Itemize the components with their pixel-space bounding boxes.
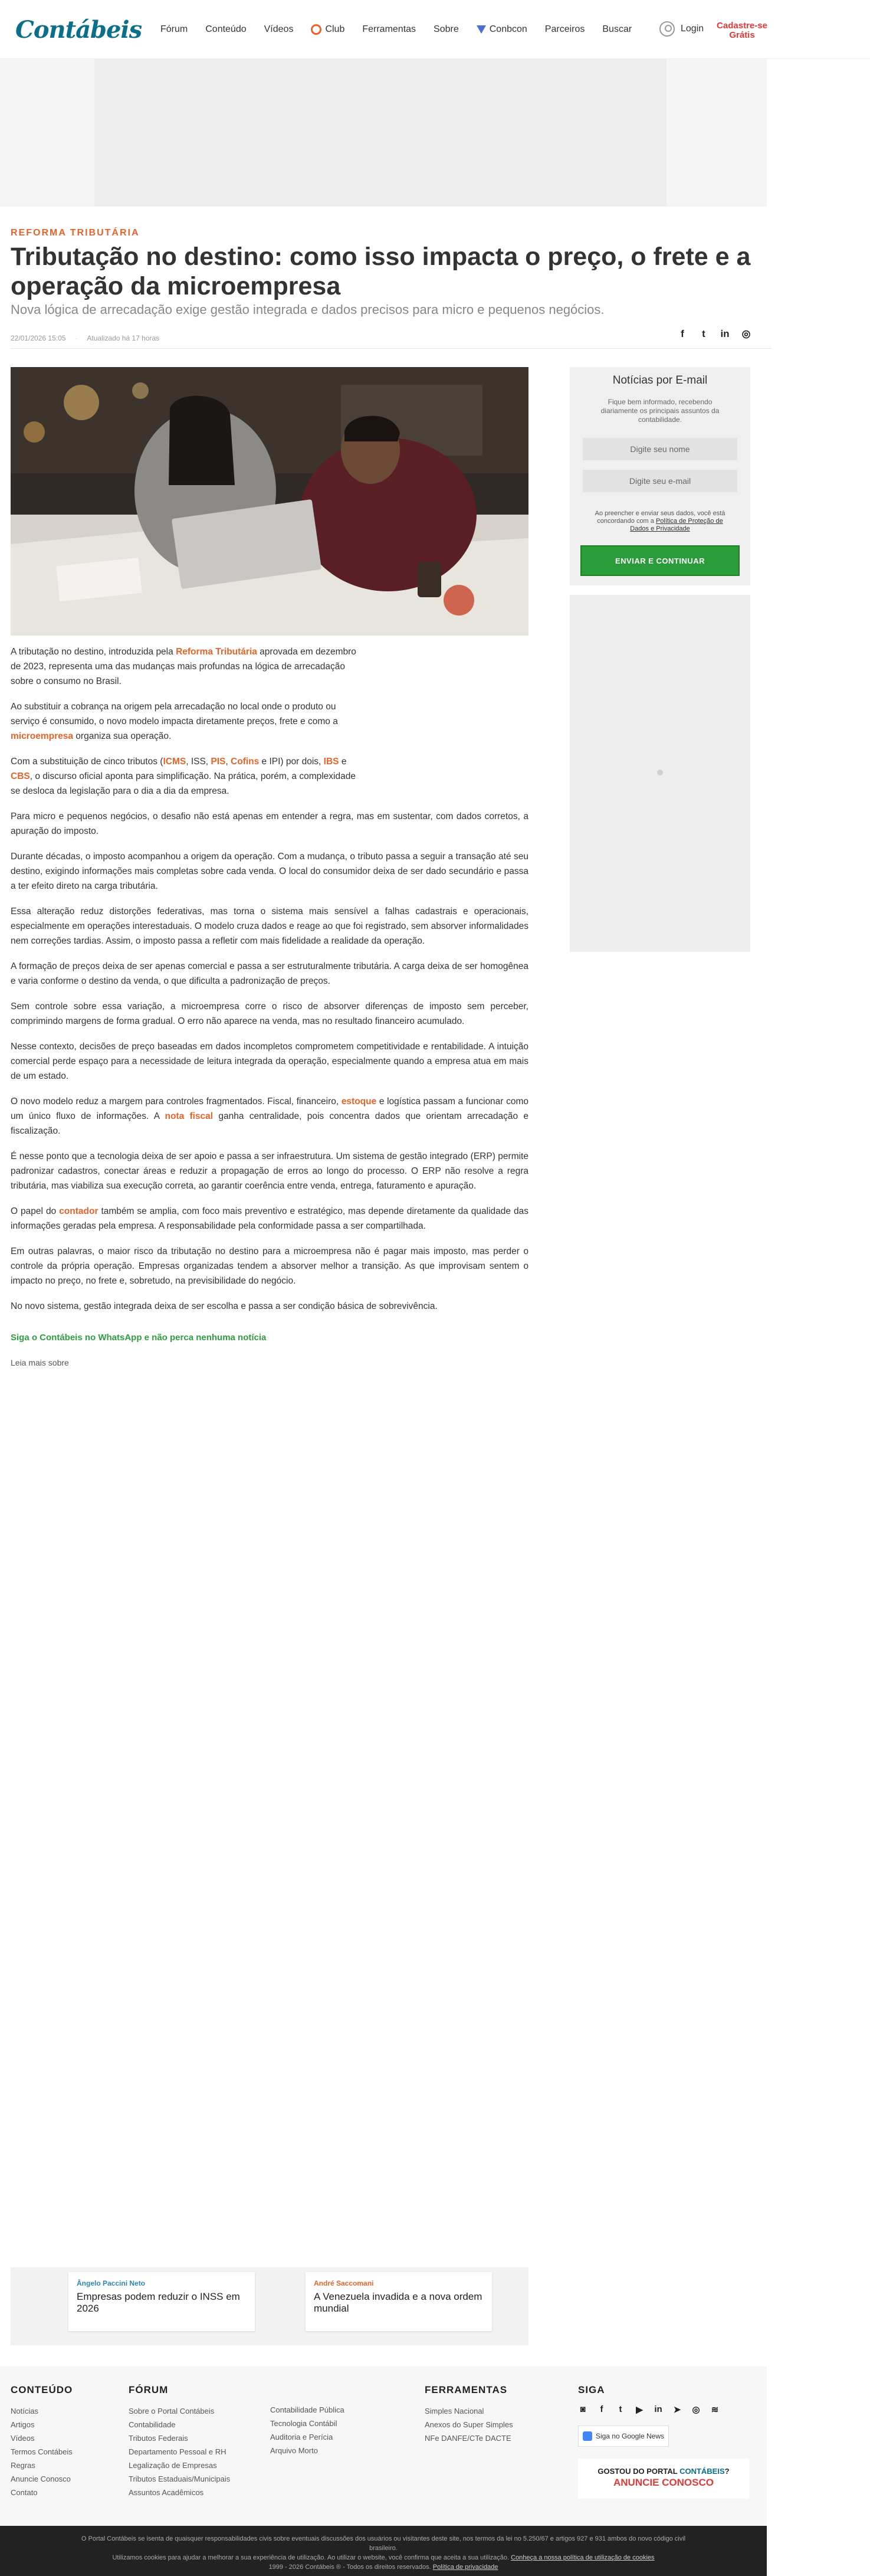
article-subtitle: Nova lógica de arrecadação exige gestão integrada e dados precisos para micro e pequenos negócios. (11, 302, 605, 317)
footer-link[interactable]: Arquivo Morto (270, 2446, 318, 2455)
nav-label: Parceiros (544, 24, 585, 34)
share-bar (677, 328, 751, 340)
footer-link[interactable]: Anuncie Conosco (11, 2474, 71, 2483)
signup-line2: Grátis (729, 30, 755, 40)
meta-separator: · (75, 334, 78, 342)
article-body (11, 644, 528, 1381)
link-estoque[interactable]: estoque (341, 1096, 377, 1107)
paragraph-4: Para micro e pequenos negócios, o desafio não está apenas em entender a regra, mas em sustentar, com dados corretos, a apuração do imposto. (11, 811, 528, 836)
paragraph-8: Sem controle sobre essa variação, a microempresa corre o risco de absorver diferenças de imposto sem perceber, comprimindo margens de forma gradual. O erro não aparece na venda, mas no resultado financeiro acumulado. (11, 1001, 528, 1026)
newsletter-email-input[interactable] (583, 470, 737, 492)
footer-link[interactable]: Anexos do Super Simples (425, 2420, 513, 2429)
nav-conbcon[interactable] (477, 24, 527, 35)
footer-link[interactable]: Vídeos (11, 2434, 35, 2443)
top-ad-slot[interactable] (94, 59, 667, 207)
nav-label: Buscar (602, 24, 632, 34)
privacy-policy-link[interactable]: Política de Proteção de Dados e Privacidade (630, 518, 723, 532)
paragraph-3: Com a substituição de cinco tributos (ICMS, ISS, PIS, Cofins e IPI) por dois, IBS e CBS, o discurso oficial aponta para simplificação. Na prática, porém, a complexidade se desloca da legislação para o dia a dia da empresa. (11, 757, 356, 796)
footer-legal-bar (0, 2526, 767, 2576)
nav-label: Ferramentas (362, 24, 416, 34)
paragraph-10: O novo modelo reduz a margem para controles fragmentados. Fiscal, financeiro, estoque e logística passam a funcionar como um único fluxo de informações. A nota fiscal ganha centralidade, pois concentra dados que orientam arrecadação e fiscalização. (11, 1096, 528, 1136)
legal-text-2: Utilizamos cookies para ajudar a melhorar a sua experiência de utilização. Ao utilizar o website, você confirma que aceita a sua utilização. Conheça a nossa política de utilização de cookies (112, 2554, 655, 2561)
footer-link[interactable]: Tributos Estaduais/Municipais (129, 2474, 231, 2483)
footer-link[interactable]: Sobre o Portal Contábeis (129, 2407, 215, 2415)
youtube-icon[interactable]: ▶ (636, 2405, 643, 2415)
footer-link[interactable]: Contato (11, 2488, 38, 2497)
cookie-policy-link[interactable]: Conheça a nossa política de utilização de cookies (511, 2554, 655, 2561)
google-news-icon (583, 2431, 592, 2441)
paragraph-9: Nesse contexto, decisões de preço baseadas em dados incompletos comprometem competitividade e rentabilidade. A intuição comercial perde espaço para a necessidade de leitura integrada da operação, especialmente quando a empresa atua em mais de um estado. (11, 1042, 528, 1081)
footer-heading: SIGA (578, 2384, 605, 2395)
paragraph-1: A tributação no destino, introduzida pela Reforma Tributária aprovada em dezembro de 2023, representa uma das mudanças mais profundas na lógica de arrecadação sobre o consumo no Brasil. (11, 647, 356, 686)
linkedin-icon[interactable]: in (720, 328, 730, 339)
rss-icon[interactable]: ≋ (711, 2405, 719, 2415)
paragraph-7: A formação de preços deixa de ser apenas comercial e passa a ser estruturalmente tributária. A carga deixa de ser homogênea e varia conforme o destino da venda, o que dificulta a padronização de preços. (11, 961, 528, 986)
footer-link[interactable]: Departamento Pessoal e RH (129, 2447, 226, 2456)
facebook-icon[interactable]: f (600, 2404, 603, 2414)
related-card-1[interactable] (68, 2272, 255, 2331)
footer-link[interactable]: Contabilidade (129, 2420, 176, 2429)
instagram-icon[interactable]: ◙ (580, 2404, 586, 2414)
footer-heading: FÓRUM (129, 2384, 169, 2395)
newsletter-legal: Ao preencher e enviar seus dados, você está concordando com a Política de Proteção de Dados e Privacidade (595, 510, 725, 532)
nav-label: Vídeos (264, 24, 294, 34)
main-nav (160, 0, 632, 59)
logo-text: Contábeis (15, 15, 142, 44)
social-icons (578, 2404, 749, 2415)
nav-label: Conteúdo (205, 24, 247, 34)
newsletter-submit-button[interactable]: ENVIAR E CONTINUAR (580, 545, 740, 576)
article-title: Tributação no destino: como isso impacta o preço, o frete e a operação da microempresa (11, 243, 751, 300)
club-icon (311, 24, 321, 35)
hero-image (11, 367, 528, 636)
footer-link[interactable]: Artigos (11, 2420, 35, 2429)
header-divider (11, 348, 771, 349)
legal-text-3: 1999 - 2026 Contábeis ® - Todos os direitos reservados. Política de privacidade (268, 2564, 498, 2571)
footer-link[interactable]: Notícias (11, 2407, 38, 2415)
footer-col-forum (129, 2384, 230, 2499)
paragraph-2: Ao substituir a cobrança na origem pela arrecadação no local onde o produto ou serviço é consumido, o novo modelo impacta diretamente preços, frete e como a microempresa organiza sua operação. (11, 702, 338, 741)
footer-col-forum-2 (270, 2403, 344, 2457)
article-updated: Atualizado há 17 horas (87, 334, 160, 342)
link-cbs[interactable]: CBS (11, 771, 30, 781)
link-nota-fiscal[interactable]: nota fiscal (165, 1111, 214, 1121)
user-icon (659, 21, 675, 37)
newsletter-name-input[interactable] (583, 438, 737, 460)
login-link[interactable] (659, 21, 704, 37)
nav-club[interactable] (311, 24, 344, 35)
link-icms[interactable]: ICMS (163, 757, 186, 767)
newsletter-text: Fique bem informado, recebendo diariamente os principais assuntos da contabilidade. (600, 398, 720, 424)
footer-col-siga (578, 2384, 749, 2499)
paragraph-11: É nesse ponto que a tecnologia deixa de ser apoio e passa a ser infraestrutura. Um sistema de gestão integrado (ERP) permite padronizar cadastros, conectar áreas e reduzir a propagação de erros ao longo do processo. O ERP não resolve a regra tributária, mas viabiliza sua execução correta, ao garantir coerência entre venda, entrega, faturamento e apuração. (11, 1151, 528, 1191)
nav-buscar[interactable] (602, 24, 632, 35)
site-logo[interactable] (11, 11, 140, 48)
legal-text-1: O Portal Contábeis se isenta de quaisquer responsabilidades civis sobre eventuais discussões dos usuários ou visitantes deste site, nos termos da lei no 5.250/67 e artigos 927 e 931 ambos do novo código civil brasileiro. (81, 2535, 686, 2552)
nav-label: Sobre (434, 24, 459, 34)
footer-heading: FERRAMENTAS (425, 2384, 508, 2395)
advertise-cta: ANUNCIE CONOSCO (613, 2477, 714, 2488)
telegram-icon[interactable]: ➤ (673, 2405, 681, 2415)
link-contador[interactable]: contador (59, 1206, 99, 1216)
related-title: Empresas podem reduzir o INSS em 2026 (77, 2291, 240, 2314)
footer-link[interactable]: Auditoria e Perícia (270, 2433, 333, 2441)
related-author: Ângelo Paccini Neto (77, 2279, 146, 2287)
whatsapp-cta[interactable]: Siga o Contábeis no WhatsApp e não perca nenhuma notícia (11, 1333, 267, 1343)
footer-link[interactable]: Contabilidade Pública (270, 2405, 344, 2414)
link-cofins[interactable]: Cofins (231, 757, 260, 767)
footer-link[interactable]: Tecnologia Contábil (270, 2419, 337, 2428)
nav-videos[interactable] (264, 24, 294, 35)
related-articles (11, 2267, 528, 2345)
link-microempresa[interactable]: microempresa (11, 731, 73, 741)
signup-line1: Cadastre-se (717, 21, 767, 31)
loading-icon (657, 770, 663, 775)
google-news-label: Siga no Google News (595, 2432, 665, 2440)
link-ibs[interactable]: IBS (323, 757, 339, 767)
article-date: 22/01/2026 15:05 (11, 334, 66, 342)
conbcon-icon (477, 25, 486, 34)
footer-heading: CONTEÚDO (11, 2384, 73, 2395)
hero-illustration (11, 367, 528, 636)
nav-parceiros[interactable] (545, 24, 585, 35)
leia-mais: Leia mais sobre (11, 1358, 69, 1367)
whatsapp-icon[interactable]: ◎ (741, 328, 751, 339)
paragraph-14: No novo sistema, gestão integrada deixa de ser escolha e passa a ser condição básica de sobrevivência. (11, 1301, 438, 1311)
twitter-icon[interactable]: t (702, 328, 705, 339)
facebook-icon[interactable]: f (681, 328, 684, 339)
linkedin-icon[interactable]: in (654, 2404, 662, 2414)
paragraph-6: Essa alteração reduz distorções federativas, mas torna o sistema mais sensível a falhas cadastrais e operacionais, especialmente em operações interestaduais. O modelo cruza dados e reage ao que foi registrado, sem absorver informalidades nem correções tardias. Assim, o imposto passa a refletir com mais fidelidade a realidade da operação. (11, 906, 528, 946)
login-label: Login (681, 24, 704, 34)
article-meta (11, 334, 159, 342)
footer-col-ferramentas (425, 2384, 513, 2445)
footer-link[interactable]: Legalização de Empresas (129, 2461, 217, 2470)
google-news-button[interactable] (578, 2426, 669, 2447)
nav-label: Conbcon (489, 24, 527, 34)
nav-label: Fórum (160, 24, 188, 34)
privacy-link[interactable]: Política de privacidade (432, 2564, 498, 2571)
footer-col-conteudo (11, 2384, 73, 2499)
footer-link[interactable]: Tributos Federais (129, 2434, 188, 2443)
sidebar-ad-slot[interactable] (570, 595, 750, 952)
twitter-icon[interactable]: t (619, 2404, 622, 2414)
footer-link[interactable]: Simples Nacional (425, 2407, 484, 2415)
link-pis[interactable]: PIS (211, 757, 226, 767)
link-reforma-tributaria[interactable]: Reforma Tributária (176, 647, 257, 657)
footer-link[interactable]: Termos Contábeis (11, 2447, 73, 2456)
footer-link[interactable]: NFe DANFE/CTe DACTE (425, 2434, 511, 2443)
right-margin (767, 207, 870, 2576)
newsletter-title: Notícias por E-mail (612, 374, 708, 387)
paragraph-13: Em outras palavras, o maior risco da tributação no destino para a microempresa não é pagar mais imposto, mas perder o controle da própria operação. Empresas organizadas tendem a absorver melhor a transição. As que improvisam sentem o impacto no preço, no frete e, sobretudo, na previsibilidade do negócio. (11, 1246, 528, 1286)
paragraph-12: O papel do contador também se amplia, com foco mais preventivo e estratégico, mas depende diretamente da qualidade das informações geradas pela empresa. A responsabilidade pela conformidade passa a ser compartilhada. (11, 1206, 528, 1231)
nav-label: Club (325, 24, 345, 34)
related-card-2[interactable] (306, 2272, 492, 2331)
related-title: A Venezuela invadida e a nova ordem mundial (314, 2291, 482, 2314)
newsletter-box (570, 367, 750, 585)
article-kicker[interactable]: REFORMA TRIBUTÁRIA (11, 228, 140, 238)
nav-sobre[interactable] (434, 24, 459, 35)
nav-ferramentas[interactable] (362, 24, 416, 35)
footer-link[interactable]: Regras (11, 2461, 35, 2470)
footer-link[interactable]: Assuntos Acadêmicos (129, 2488, 204, 2497)
advertise-question: GOSTOU DO PORTAL CONTÁBEIS? (597, 2467, 730, 2476)
site-footer (0, 2366, 767, 2526)
nav-conteudo[interactable] (205, 24, 246, 35)
nav-forum[interactable] (160, 24, 188, 35)
related-author: André Saccomani (314, 2279, 374, 2287)
whatsapp-icon[interactable]: ◎ (692, 2405, 700, 2415)
site-header (0, 0, 870, 59)
signup-link[interactable] (713, 21, 771, 40)
paragraph-5: Durante décadas, o imposto acompanhou a origem da operação. Com a mudança, o tributo passa a seguir a transação até seu destino, exigindo informações mais completas sobre cada venda. O local do consumidor deixa de ser dado secundário e passa a ter efeito direto na carga tributária. (11, 852, 528, 891)
advertise-box[interactable] (578, 2459, 749, 2499)
